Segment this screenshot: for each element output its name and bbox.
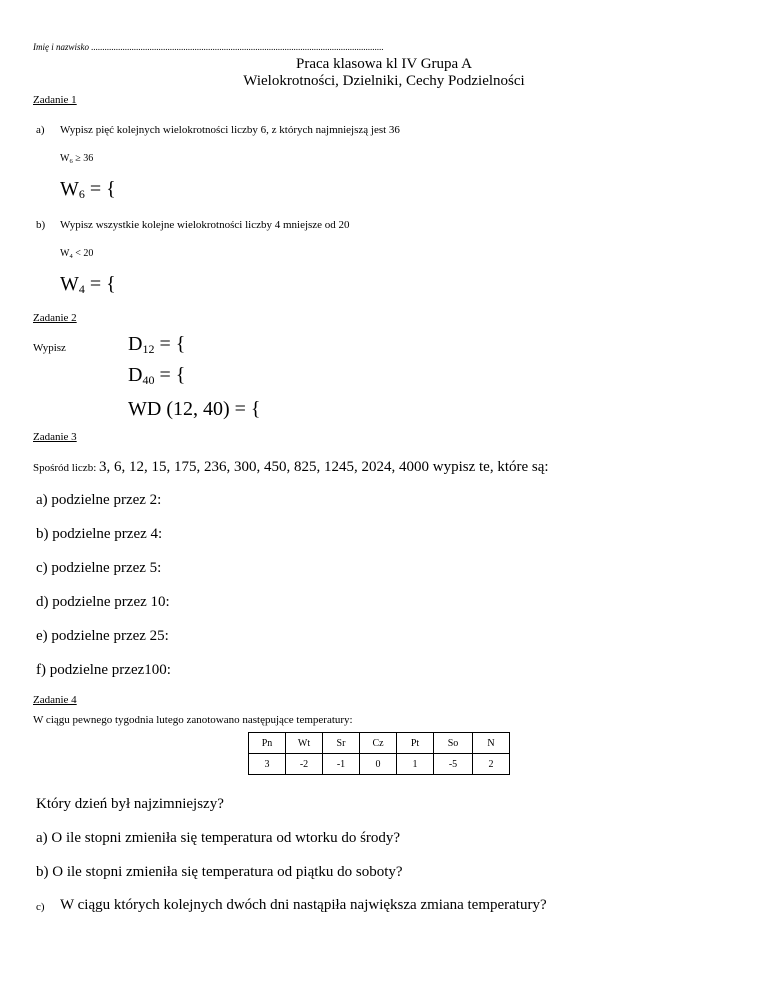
zadanie4-heading: Zadanie 4 [33, 694, 77, 706]
zadanie1-a-condition: $W_6 \ge 36$ [60, 153, 94, 165]
temp-cell: 2 [473, 754, 510, 775]
day-cell: Pn [249, 733, 286, 754]
title-line-1: Praca klasowa kl IV Grupa A [296, 56, 472, 72]
zadanie2-d12: $D_{12}$ = { [128, 333, 186, 356]
zadanie4-item-c-text: W ciągu których kolejnych dwóch dni nastąpiła największa zmiana temperatury? [60, 897, 547, 913]
zadanie2-heading: Zadanie 2 [33, 312, 77, 324]
temp-cell: -2 [286, 754, 323, 775]
zadanie1-a-text: Wypisz pięć kolejnych wielokrotności liczby 6, z których najmniejszą jest 36 [60, 124, 400, 136]
zadanie1-heading: Zadanie 1 [33, 94, 77, 106]
zadanie2-d40: $D_{40}$ = { [128, 364, 186, 387]
zadanie1-b-text: Wypisz wszystkie kolejne wielokrotności liczby 4 mniejsze od 20 [60, 219, 350, 231]
temperature-table [248, 732, 510, 775]
day-cell: Cz [360, 733, 397, 754]
name-line: Imię i nazwisko .................................................................................................................................. [33, 42, 384, 52]
zadanie3-item-f: f) podzielne przez100: [36, 662, 171, 678]
days-row [249, 733, 510, 754]
day-cell: Sr [323, 733, 360, 754]
zadanie3-item-d: d) podzielne przez 10: [36, 594, 170, 610]
zadanie3-item-c: c) podzielne przez 5: [36, 560, 162, 576]
zadanie1-b-label: b) [36, 219, 46, 231]
zadanie4-item-b: b) O ile stopni zmieniła się temperatura od piątku do soboty? [36, 864, 403, 880]
temp-cell: 3 [249, 754, 286, 775]
day-cell: So [434, 733, 473, 754]
title-line-2: Wielokrotności, Dzielniki, Cechy Podzielności [243, 73, 525, 89]
zadanie1-a-set: $W_6$ = { [60, 178, 116, 201]
zadanie4-item-c-label: c) [36, 901, 45, 913]
day-cell: Wt [286, 733, 323, 754]
temps-row [249, 754, 510, 775]
zadanie4-question: Który dzień był najzimniejszy? [36, 796, 224, 812]
zadanie4-intro: W ciągu pewnego tygodnia lutego zanotowano następujące temperatury: [33, 714, 353, 726]
zadanie2-label: Wypisz [33, 342, 66, 354]
zadanie3-heading: Zadanie 3 [33, 431, 77, 443]
zadanie3-intro: Spośród liczb: 3, 6, 12, 15, 175, 236, 300, 450, 825, 1245, 2024, 4000 wypisz te, które są: [33, 459, 549, 475]
zadanie3-item-a: a) podzielne przez 2: [36, 492, 162, 508]
day-cell: N [473, 733, 510, 754]
zadanie3-item-e: e) podzielne przez 25: [36, 628, 169, 644]
temp-cell: -1 [323, 754, 360, 775]
zadanie3-item-b: b) podzielne przez 4: [36, 526, 163, 542]
temp-cell: -5 [434, 754, 473, 775]
temp-cell: 0 [360, 754, 397, 775]
zadanie1-b-condition: $W_4 < 20$ [60, 248, 94, 260]
zadanie1-b-set: $W_4$ = { [60, 273, 116, 296]
zadanie4-item-a: a) O ile stopni zmieniła się temperatura od wtorku do środy? [36, 830, 401, 846]
day-cell: Pt [397, 733, 434, 754]
temp-cell: 1 [397, 754, 434, 775]
zadanie2-wd: WD (12, 40) = { [128, 398, 261, 420]
zadanie1-a-label: a) [36, 124, 45, 136]
